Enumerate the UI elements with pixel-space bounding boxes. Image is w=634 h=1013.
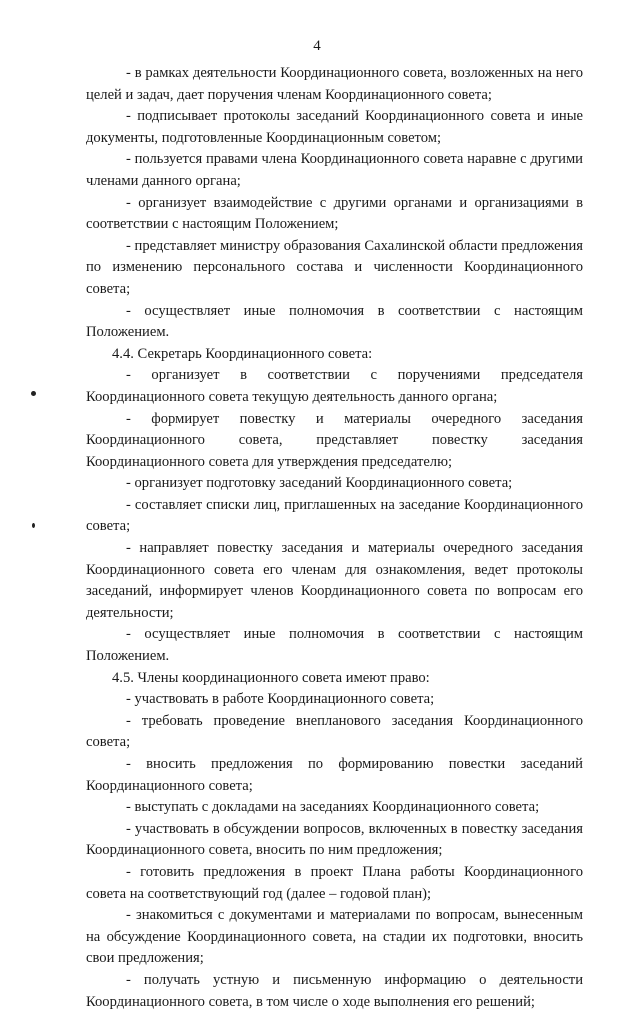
list-item: - формирует повестку и материалы очередного заседания Координационного совета, представляет повестку заседания Координационного совета для утверждения председателю; [86, 410, 583, 470]
list-item: - осуществляет иные полномочия в соответствии с настоящим Положением. [86, 626, 583, 665]
list-item: - направляет повестку заседания и материалы очередного заседания Координационного совета его членам для ознакомления, ведет протоколы заседаний, информирует членов Координационного совета по вопросам его деятельности; [86, 540, 583, 621]
list-item: - пользуется правами члена Координационного совета наравне с другими членами данного органа; [86, 151, 583, 189]
list-item: - знакомиться с документами и материалами по вопросам, вынесенным на обсуждение Координационного совета, на стадии их подготовки, вносить свои предложения; [86, 907, 583, 967]
list-item: - осуществляет иные полномочия в соответствии с настоящим Положением. [86, 302, 583, 341]
list-item: - подписывает протоколы заседаний Координационного совета и иные документы, подготовленные Координационным советом; [86, 108, 583, 146]
list-item: - представляет министру образования Сахалинской области предложения по изменению персонального состава и численности Координационного совета; [86, 237, 583, 297]
list-item: - организует в соответствии с поручениями председателя Координационного совета текущую деятельность данного органа; [86, 367, 583, 405]
list-item: - организует подготовку заседаний Координационного совета; [126, 475, 513, 492]
list-item: - получать устную и письменную информацию о деятельности Координационного совета, в том числе о ходе выполнения его решений; [86, 971, 583, 1010]
list-item: - организует взаимодействие с другими органами и организациями в соответствии с настоящим Положением; [86, 194, 583, 233]
document-body [86, 63, 583, 1013]
list-item: - участвовать в работе Координационного совета; [126, 691, 435, 708]
section-heading: 4.4. Секретарь Координационного совета: [112, 345, 373, 362]
list-item: - выступать с докладами на заседаниях Координационного совета; [126, 799, 540, 816]
list-item: - составляет списки лиц, приглашенных на заседание Координационного совета; [86, 496, 583, 535]
list-item: - требовать проведение внепланового заседания Координационного совета; [86, 712, 583, 751]
list-item: - вносить предложения по формированию повестки заседаний Координационного совета; [86, 756, 583, 794]
list-item: - в рамках деятельности Координационного совета, возложенных на него целей и задач, дает поручения членам Координационного совета; [86, 65, 583, 103]
page-number: 4 [313, 38, 321, 54]
list-item: - готовить предложения в проект Плана работы Координационного совета на соответствующий год (далее – годовой план); [86, 863, 583, 902]
scan-artifact [31, 391, 36, 396]
section-heading: 4.5. Члены координационного совета имеют право: [112, 669, 430, 686]
scan-artifact [32, 523, 35, 528]
list-item: - участвовать в обсуждении вопросов, включенных в повестку заседания Координационного совета, вносить по ним предложения; [86, 820, 583, 859]
